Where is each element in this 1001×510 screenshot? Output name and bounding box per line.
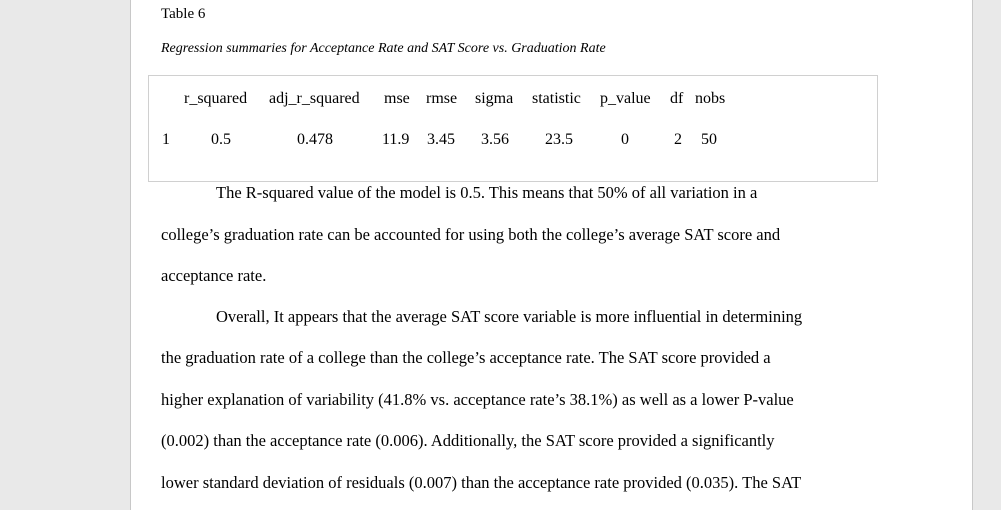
table-number-label: Table 6: [161, 6, 206, 22]
cell-adj-r-squared: 0.478: [297, 131, 333, 148]
paragraph-line: Overall, It appears that the average SAT score variable is more influential in determining: [216, 307, 803, 326]
header-p-value: p_value: [600, 90, 651, 107]
header-rmse: rmse: [426, 90, 458, 107]
paragraph-line: the graduation rate of a college than the college’s acceptance rate. The SAT score provided a: [161, 348, 771, 367]
paragraph-line: lower standard deviation of residuals (0.007) than the acceptance rate provided (0.035). The SAT: [161, 473, 802, 492]
paragraph-line: college’s graduation rate can be accounted for using both the college’s average SAT score and: [161, 225, 781, 244]
regression-table: [148, 75, 878, 182]
header-df: df: [670, 90, 684, 107]
header-r-squared: r_squared: [184, 90, 248, 107]
paragraph-line: acceptance rate.: [161, 266, 267, 285]
cell-p-value: 0: [621, 131, 629, 148]
cell-df: 2: [674, 131, 682, 148]
paragraph-line: (0.002) than the acceptance rate (0.006). Additionally, the SAT score provided a significantly: [161, 431, 775, 450]
paragraph-line: higher explanation of variability (41.8% vs. acceptance rate’s 38.1%) as well as a lower P-value: [161, 390, 794, 409]
cell-mse: 11.9: [382, 131, 410, 148]
table-caption: Regression summaries for Acceptance Rate and SAT Score vs. Graduation Rate: [161, 41, 606, 56]
header-nobs: nobs: [695, 90, 726, 107]
header-sigma: sigma: [475, 90, 514, 107]
paragraph-line: The R-squared value of the model is 0.5. This means that 50% of all variation in a: [216, 183, 758, 202]
row-index: 1: [162, 131, 170, 148]
cell-statistic: 23.5: [545, 131, 573, 148]
cell-nobs: 50: [701, 131, 717, 148]
cell-r-squared: 0.5: [211, 131, 231, 148]
header-adj-r-squared: adj_r_squared: [269, 90, 360, 107]
cell-sigma: 3.56: [481, 131, 509, 148]
document-page: [130, 0, 973, 510]
cell-rmse: 3.45: [427, 131, 455, 148]
header-mse: mse: [384, 90, 410, 107]
header-statistic: statistic: [532, 90, 581, 107]
